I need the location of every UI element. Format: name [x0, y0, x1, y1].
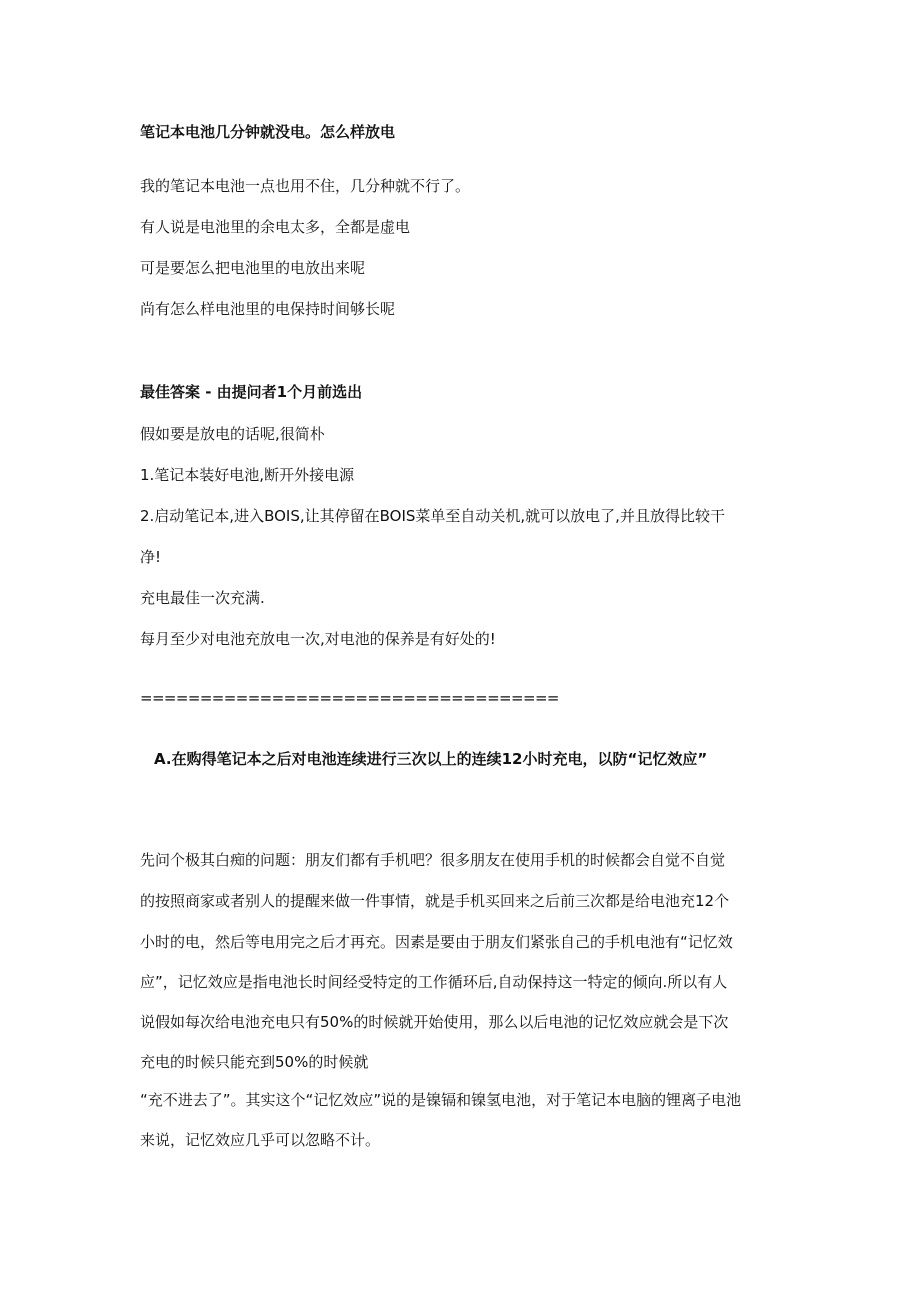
question-line-1: 我的笔记本电池一点也用不住，几分种就不行了。	[140, 177, 471, 195]
section-a-line-2: 的按照商家或者别人的提醒来做一件事情，就是手机买回来之后前三次都是给电池充12个	[140, 892, 730, 910]
section-a-line-5: 说假如每次给电池充电只有50%的时候就开始使用，那么以后电池的记忆效应就会是下次	[140, 1013, 729, 1031]
question-line-4: 尚有怎么样电池里的电保持时间够长呢	[140, 300, 396, 318]
question-line-3: 可是要怎么把电池里的电放出来呢	[140, 259, 366, 277]
question-line-2: 有人说是电池里的余电太多，全都是虚电	[140, 218, 411, 236]
answer-line-1: 假如要是放电的话呢,很简朴	[140, 425, 325, 443]
section-a-line-3: 小时的电，然后等电用完之后才再充。因素是要由于朋友们紧张自己的手机电池有“记忆效	[140, 933, 733, 951]
section-a-heading: A.在购得笔记本之后对电池连续进行三次以上的连续12小时充电，以防“记忆效应”	[154, 750, 708, 768]
section-a-line-6: 充电的时候只能充到50%的时候就	[140, 1053, 369, 1071]
section-a-line-4: 应”，记忆效应是指电池长时间经受特定的工作循环后,自动保持这一特定的倾向.所以有人	[140, 973, 728, 991]
answer-line-2: 1.笔记本装好电池,断开外接电源	[140, 466, 355, 484]
section-divider: ===================================	[140, 689, 559, 707]
answer-line-5: 充电最佳一次充满.	[140, 589, 265, 607]
answer-heading: 最佳答案 - 由提问者1个月前选出	[140, 383, 363, 401]
section-a-line-8: 来说，记忆效应几乎可以忽略不计。	[140, 1131, 381, 1149]
document-title: 笔记本电池几分钟就没电。怎么样放电	[140, 123, 396, 141]
section-a-line-1: 先问个极其白痴的问题：朋友们都有手机吧？很多朋友在使用手机的时候都会自觉不自觉	[140, 851, 726, 869]
answer-line-3: 2.启动笔记本,进入BOIS,让其停留在BOIS菜单至自动关机,就可以放电了,并且放得比较干	[140, 507, 725, 525]
section-a-line-7: “充不进去了”。其实这个“记忆效应”说的是镍镉和镍氢电池，对于笔记本电脑的锂离子电池	[140, 1091, 742, 1109]
answer-line-4: 净!	[140, 548, 162, 566]
answer-line-6: 每月至少对电池充放电一次,对电池的保养是有好处的!	[140, 630, 496, 648]
